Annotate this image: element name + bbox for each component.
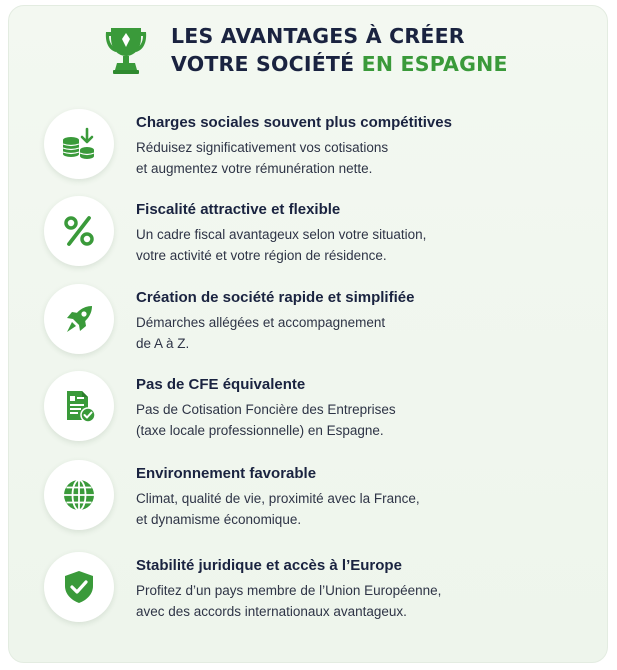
item-title: Création de société rapide et simplifiée xyxy=(136,289,415,306)
icon-badge xyxy=(44,552,114,622)
advantage-item-social-charges xyxy=(44,109,584,185)
advantage-item-company-creation xyxy=(44,284,584,360)
icon-badge xyxy=(44,371,114,441)
item-description xyxy=(136,399,396,441)
item-description-line-1: Pas de Cotisation Foncière des Entreprises xyxy=(136,402,396,417)
item-title: Environnement favorable xyxy=(136,465,317,482)
item-description-line-2: votre activité et votre région de résidence. xyxy=(136,248,387,263)
advantage-item-no-cfe xyxy=(44,371,584,447)
advantage-item-environment xyxy=(44,460,584,536)
shield-check-icon xyxy=(61,569,97,605)
page-title xyxy=(171,22,508,78)
advantage-item-taxation xyxy=(44,196,584,272)
item-description-line-1: Réduisez significativement vos cotisations xyxy=(136,140,389,155)
item-description xyxy=(136,580,441,622)
item-description-line-1: Climat, qualité de vie, proximité avec la France, xyxy=(136,491,420,506)
percent-icon xyxy=(61,213,97,249)
title-highlight: EN ESPAGNE xyxy=(361,52,508,76)
title-line-2: VOTRE SOCIÉTÉ xyxy=(171,52,362,76)
item-description-line-2: (taxe locale professionnelle) en Espagne. xyxy=(136,423,384,438)
header xyxy=(98,20,538,90)
item-description xyxy=(136,488,420,530)
title-line-1: LES AVANTAGES À CRÉER xyxy=(171,24,465,48)
item-title: Fiscalité attractive et flexible xyxy=(136,201,341,218)
item-description-line-1: Démarches allégées et accompagnement xyxy=(136,315,386,330)
item-description xyxy=(136,312,385,354)
icon-badge xyxy=(44,109,114,179)
trophy-icon xyxy=(98,22,154,78)
icon-badge xyxy=(44,460,114,530)
item-description-line-1: Profitez d’un pays membre de l’Union Européenne, xyxy=(136,583,442,598)
advantage-item-legal-stability xyxy=(44,552,584,628)
item-title: Charges sociales souvent plus compétitives xyxy=(136,114,452,131)
item-description xyxy=(136,137,388,179)
coins-icon xyxy=(61,126,97,162)
item-description-line-2: avec des accords internationaux avantageux. xyxy=(136,604,407,619)
item-description-line-2: et augmentez votre rémunération nette. xyxy=(136,161,373,176)
item-title: Stabilité juridique et accès à l’Europe xyxy=(136,557,402,574)
item-description-line-2: et dynamisme économique. xyxy=(136,512,302,527)
item-description xyxy=(136,224,426,266)
globe-icon xyxy=(61,477,97,513)
icon-badge xyxy=(44,196,114,266)
document-check-icon xyxy=(61,388,97,424)
icon-badge xyxy=(44,284,114,354)
item-description-line-1: Un cadre fiscal avantageux selon votre situation, xyxy=(136,227,427,242)
rocket-icon xyxy=(61,301,97,337)
item-title: Pas de CFE équivalente xyxy=(136,376,306,393)
item-description-line-2: de A à Z. xyxy=(136,336,190,351)
